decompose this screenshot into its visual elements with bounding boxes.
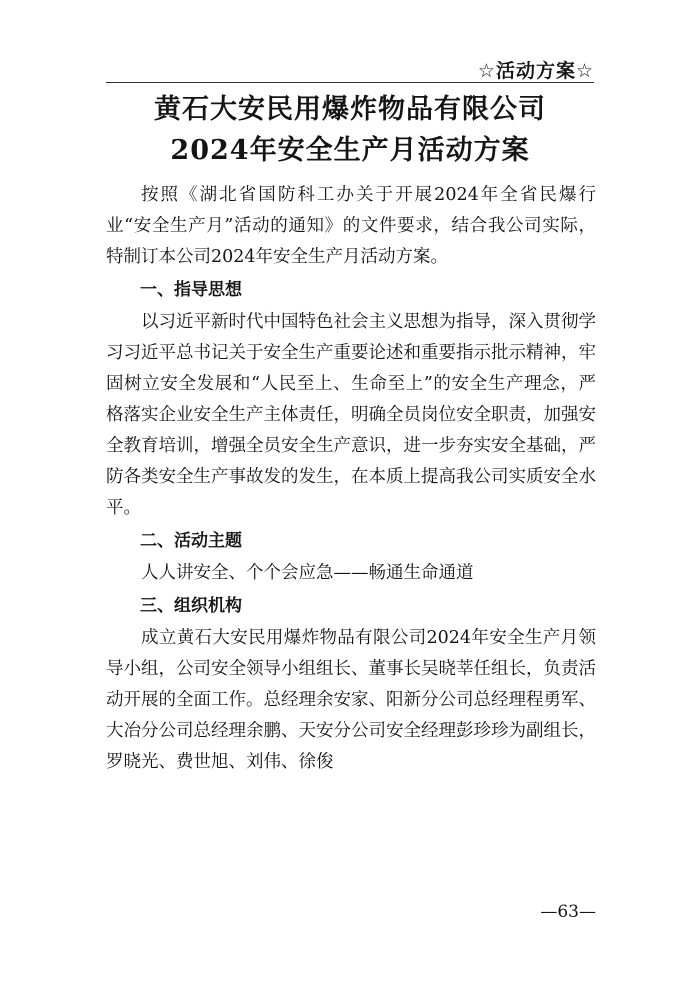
section-heading-guiding-ideology: 一、指导思想	[140, 280, 242, 300]
header-divider	[106, 82, 594, 83]
section-paragraph-guiding-ideology: 以习近平新时代中国特色社会主义思想为指导，深入贯彻学习习近平总书记关于安全生产重要论述和重要指示批示精神，牢固树立安全发展和“人民至上、生命至上”的安全生产理念，严格落实企业安全生产主体责任，明确全员岗位安全职责，加强安全教育培训，增强全员安全生产意识，进一步夯实安全基础，严防各类安全生产事故发的发生，在本质上提高我公司实质安全水平。	[106, 312, 596, 518]
document-title-line-1: 黄石大安民用爆炸物品有限公司	[154, 94, 546, 125]
document-body	[106, 180, 596, 778]
section-paragraph-activity-theme: 人人讲安全、个个会应急——畅通生命通道	[141, 563, 474, 583]
document-title-line-2: 2024年安全生产月活动方案	[170, 135, 530, 166]
section-tag: ☆活动方案☆	[477, 60, 594, 82]
intro-paragraph: 按照《湖北省国防科工办关于开展2024年全省民爆行业“安全生产月”活动的通知》的文件要求，结合我公司实际，特制订本公司2024年安全生产月活动方案。	[106, 185, 596, 267]
section-paragraph-organization: 成立黄石大安民用爆炸物品有限公司2024年安全生产月领导小组，公司安全领导小组组长、董事长吴晓莘任组长，负责活动开展的全面工作。总经理余安家、阳新分公司总经理程勇军、大冶分公司总经理余鹏、天安分公司安全经理彭珍珍为副组长，罗晓光、费世旭、刘伟、徐俊	[106, 628, 596, 772]
page-number: —63—	[540, 902, 596, 922]
section-heading-activity-theme: 二、活动主题	[140, 531, 242, 551]
section-heading-organization: 三、组织机构	[140, 596, 242, 616]
